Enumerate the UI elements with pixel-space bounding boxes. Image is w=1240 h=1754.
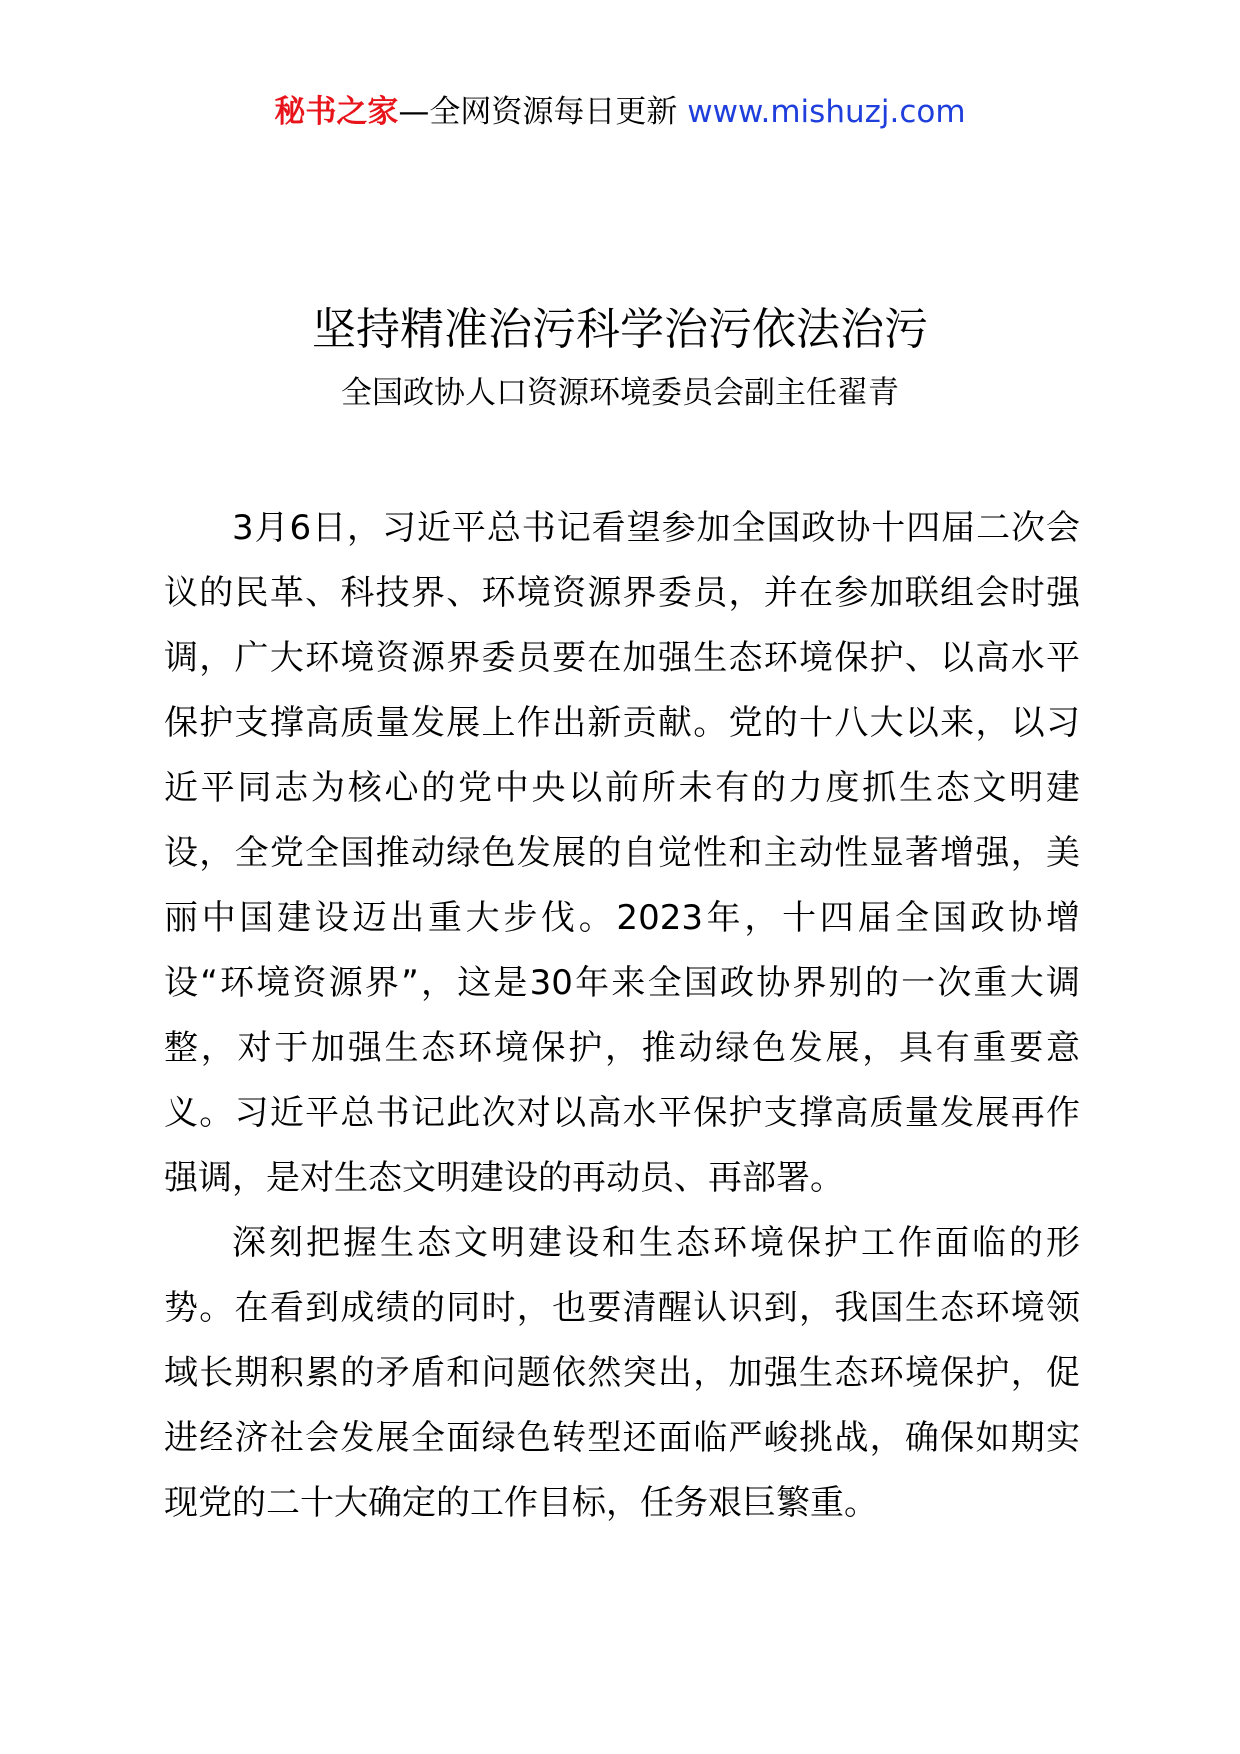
site-brand: 秘书之家	[274, 94, 399, 130]
body-paragraph: 深刻把握生态文明建设和生态环境保护工作面临的形势。在看到成绩的同时，也要清醒认识到，我国生态环境领域长期积累的矛盾和问题依然突出，加强生态环境保护，促进经济社会发展全面绿色转型还面临严峻挑战，确保如期实现党的二十大确定的工作目标，任务艰巨繁重。	[164, 1223, 1080, 1523]
document-author-line: 全国政协人口资源环境委员会副主任翟青	[341, 375, 899, 411]
site-url-link[interactable]: www.mishuzj.com	[687, 94, 966, 130]
document-body	[164, 496, 1080, 1536]
site-slogan: —全网资源每日更新	[398, 94, 678, 130]
site-banner	[0, 92, 1240, 132]
body-paragraph: 3月6日，习近平总书记看望参加全国政协十四届二次会议的民革、科技界、环境资源界委员，并在参加联组会时强调，广大环境资源界委员要在加强生态环境保护、以高水平保护支撑高质量发展上作出新贡献。党的十八大以来，以习近平同志为核心的党中央以前所未有的力度抓生态文明建设，全党全国推动绿色发展的自觉性和主动性显著增强，美丽中国建设迈出重大步伐。2023年，十四届全国政协增设“环境资源界”，这是30年来全国政协界别的一次重大调整，对于加强生态环境保护，推动绿色发展，具有重要意义。习近平总书记此次对以高水平保护支撑高质量发展再作强调，是对生态文明建设的再动员、再部署。	[164, 508, 1080, 1198]
document-title: 坚持精准治污科学治污依法治污	[312, 304, 928, 355]
